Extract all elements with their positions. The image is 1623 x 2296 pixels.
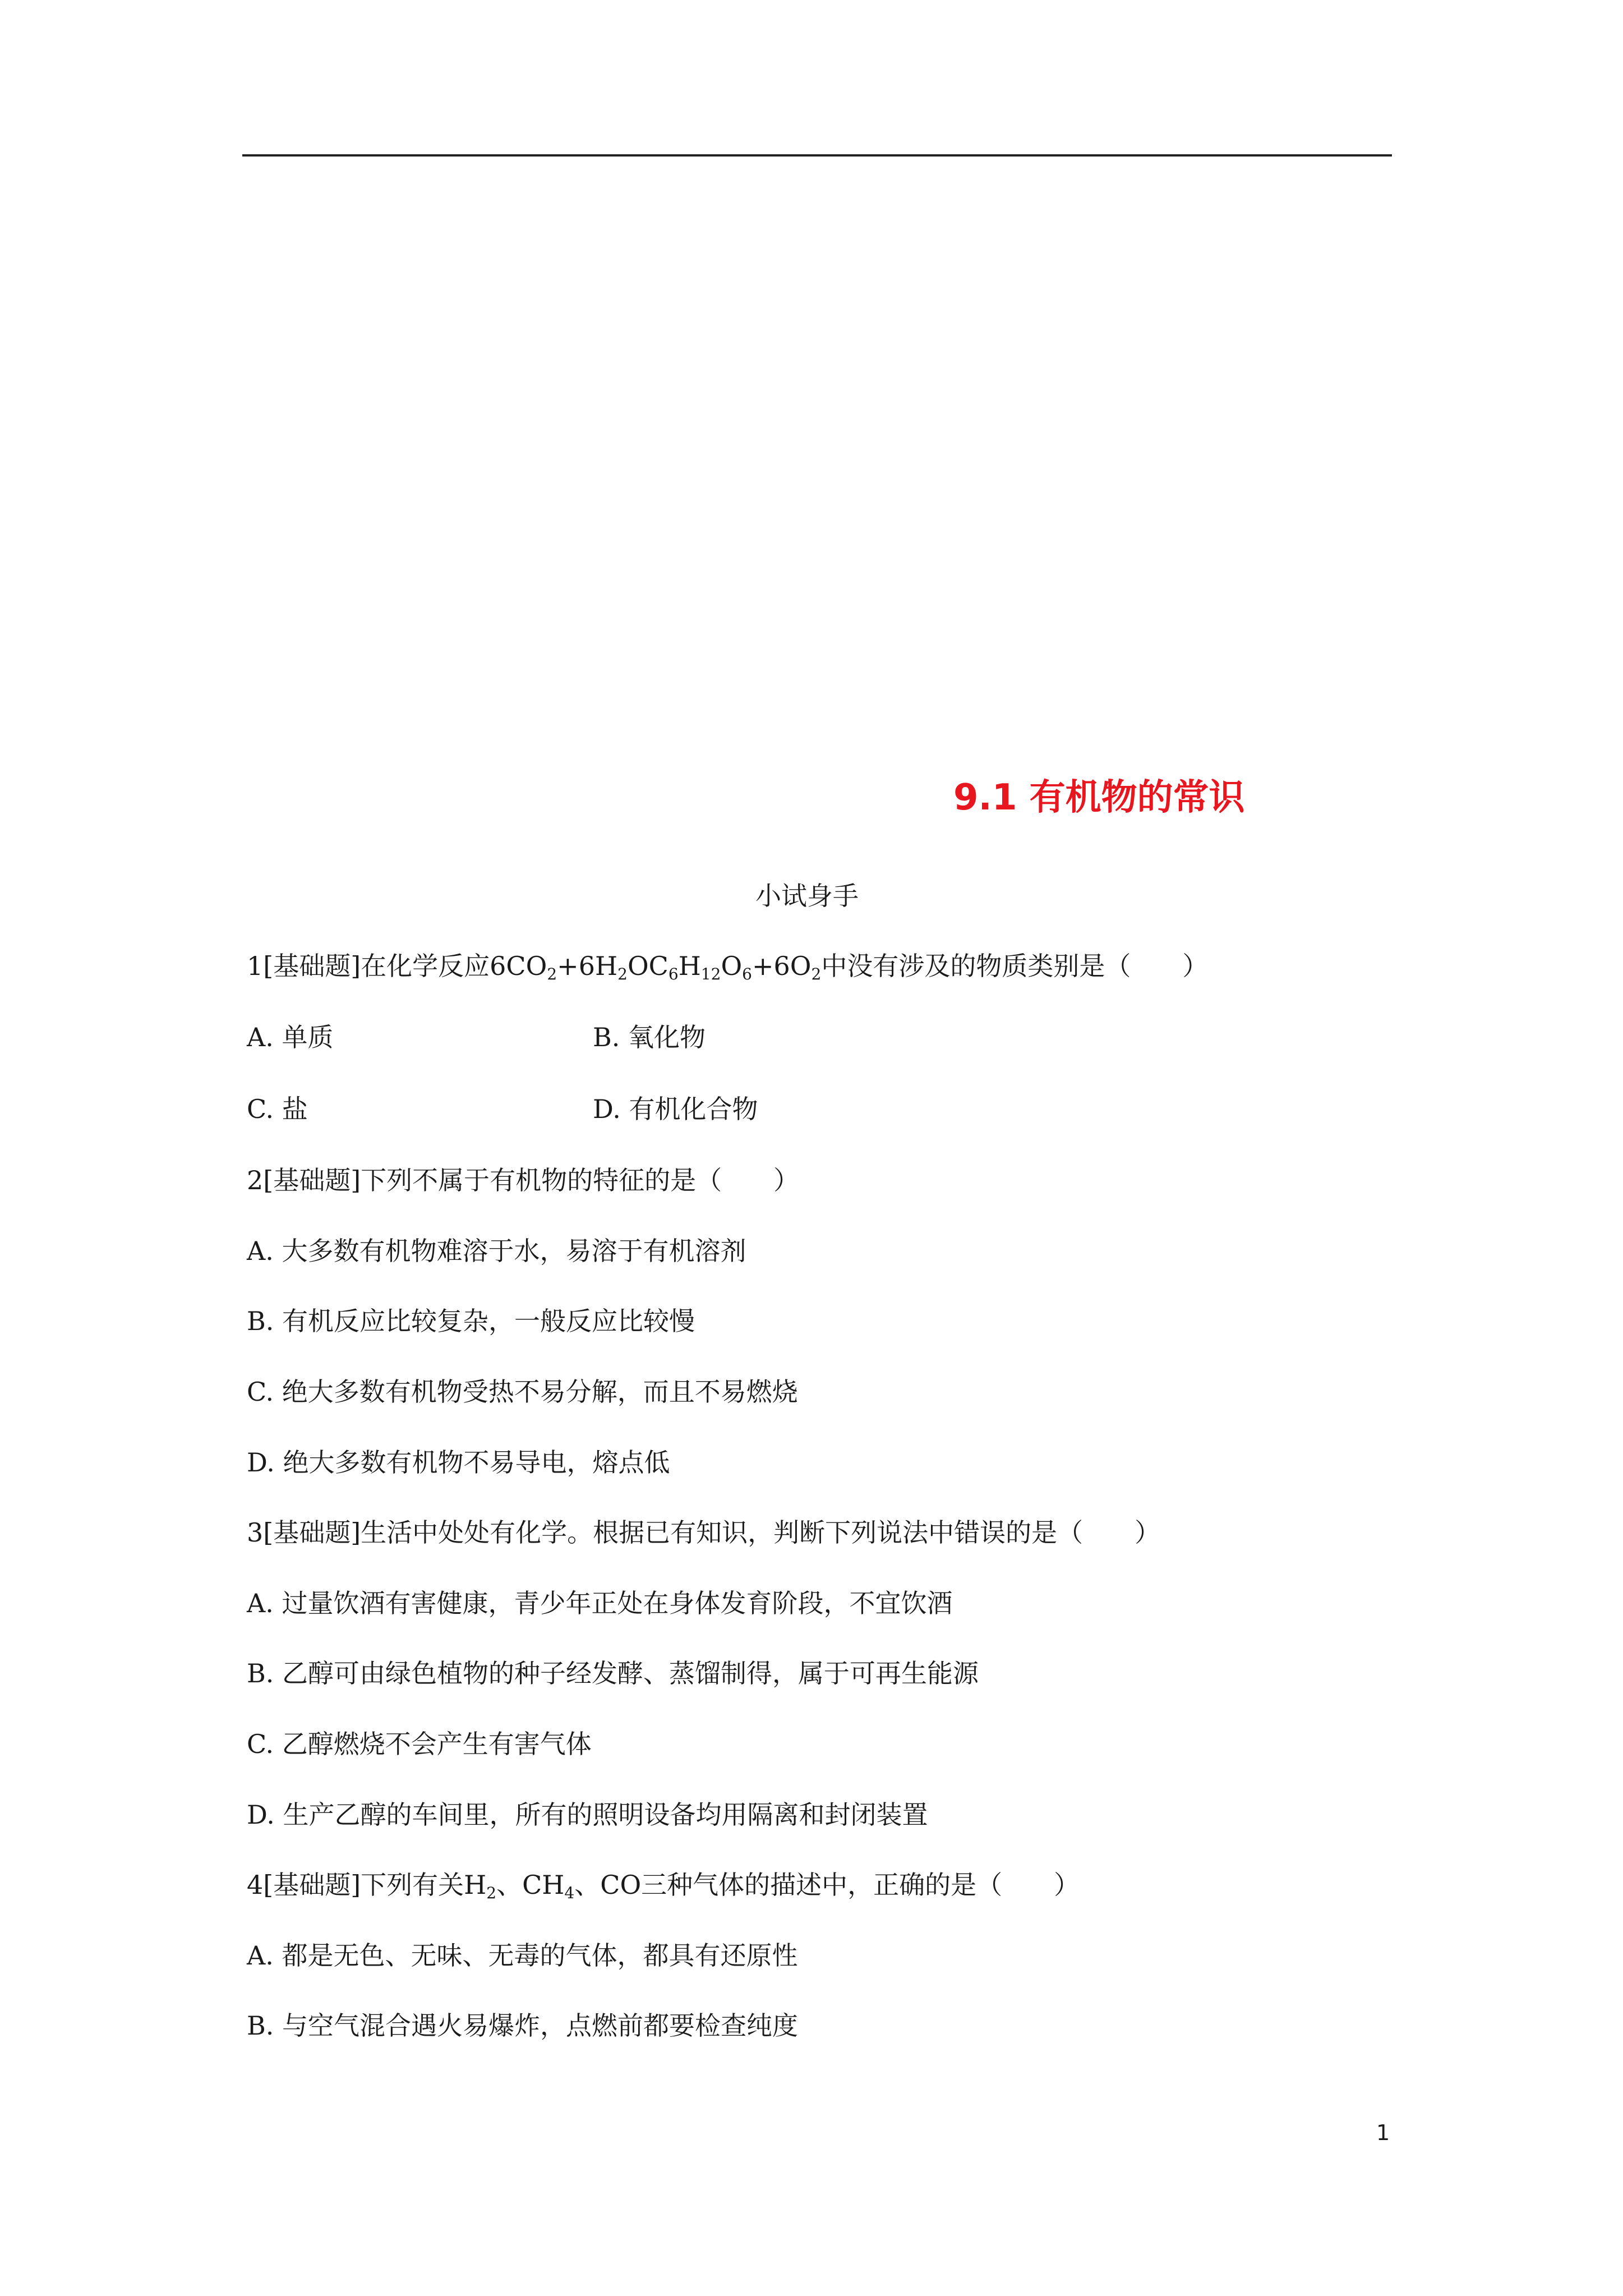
question-4-stem: 4[基础题]下列有关$H_2$、$CH_4$、CO三种气体的描述中，正确的是（ ） [247, 1870, 1080, 1902]
question-1-option-d: D. 有机化合物 [593, 1094, 758, 1124]
question-1-option-c: C. 盐 [247, 1094, 308, 1124]
question-2-option-d: D. 绝大多数有机物不易导电，熔点低 [247, 1447, 670, 1478]
question-4-option-a: A. 都是无色、无味、无毒的气体，都具有还原性 [247, 1940, 798, 1971]
question-2-stem: 2[基础题]下列不属于有机物的特征的是（ ） [247, 1165, 800, 1195]
question-1-stem: 1[基础题]在化学反应$6CO_2+6H_2OC_6H_{12}O_6+6O_2$中没有涉及的物质类别是（ ） [247, 951, 1209, 983]
question-1-option-a: A. 单质 [247, 1022, 334, 1052]
section-heading: 小试身手 [755, 881, 859, 911]
question-3-stem: 3[基础题]生活中处处有化学。根据已有知识，判断下列说法中错误的是（ ） [247, 1517, 1161, 1548]
question-1-option-b: B. 氧化物 [593, 1022, 706, 1052]
question-3-option-b: B. 乙醇可由绿色植物的种子经发酵、蒸馏制得，属于可再生能源 [247, 1658, 979, 1688]
question-2-option-c: C. 绝大多数有机物受热不易分解，而且不易燃烧 [247, 1377, 798, 1407]
question-3-option-d: D. 生产乙醇的车间里，所有的照明设备均用隔离和封闭装置 [247, 1800, 928, 1830]
question-3-option-a: A. 过量饮酒有害健康，青少年正处在身体发育阶段，不宜饮酒 [247, 1588, 953, 1618]
page-title: 9.1 有机物的常识 [953, 777, 1245, 818]
question-4-option-b: B. 与空气混合遇火易爆炸，点燃前都要检查纯度 [247, 2010, 799, 2041]
question-3-option-c: C. 乙醇燃烧不会产生有害气体 [247, 1729, 592, 1759]
header-rule [242, 154, 1392, 157]
question-2-option-a: A. 大多数有机物难溶于水，易溶于有机溶剂 [247, 1236, 746, 1266]
question-2-option-b: B. 有机反应比较复杂，一般反应比较慢 [247, 1306, 695, 1336]
page-number: 1 [1376, 2120, 1390, 2145]
